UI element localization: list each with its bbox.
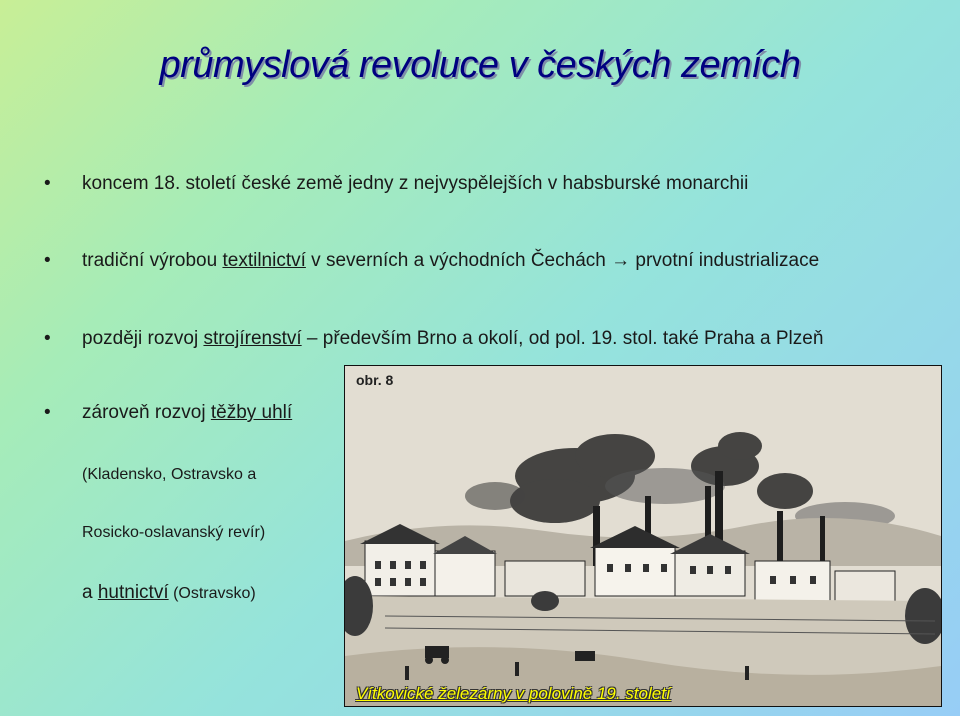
bullet-3-post: – především Brno a okolí, od pol. 19. stol. také Praha a Plzeň	[301, 328, 824, 349]
bullet-1-text: koncem 18. století české země jedny z nejvyspělejších v habsburské monarchii	[82, 173, 749, 194]
subline-2: Rosicko-oslavanský revír)	[82, 524, 266, 541]
slide-title: průmyslová revoluce v českých zemích	[159, 44, 801, 86]
bullet-dot: •	[44, 250, 51, 271]
link-hutnictvi[interactable]: hutnictví	[97, 582, 169, 603]
ironworks-illustration	[344, 365, 942, 707]
subline-3	[82, 582, 256, 604]
bullet-2-pre: tradiční výrobou	[82, 250, 223, 271]
bullet-2-text	[82, 250, 819, 272]
bullet-4-text	[82, 402, 292, 424]
bullet-3-pre: později rozvoj	[82, 328, 204, 349]
link-strojirenstvi[interactable]: strojírenství	[203, 328, 302, 349]
bullet-3-text	[82, 328, 823, 350]
figure-caption: Vítkovické železárny v polovině 19. století	[356, 684, 671, 703]
subline-3-pre: a	[82, 582, 98, 603]
bullet-dot: •	[44, 402, 51, 423]
subline-3-post: (Ostravsko)	[168, 585, 256, 602]
link-textilnictvi[interactable]: textilnictví	[222, 250, 306, 271]
bullet-4-pre: zároveň rozvoj	[82, 402, 211, 423]
subline-1: (Kladensko, Ostravsko a	[82, 466, 257, 483]
bullet-dot: •	[44, 173, 51, 194]
ironworks-drawing	[345, 366, 941, 706]
link-tezby-uhli[interactable]: těžby uhlí	[210, 402, 293, 423]
bullet-dot: •	[44, 328, 51, 349]
bullet-2-post: v severních a východních Čechách → prvotní industrializace	[305, 250, 820, 271]
figure-label: obr. 8	[356, 372, 394, 388]
